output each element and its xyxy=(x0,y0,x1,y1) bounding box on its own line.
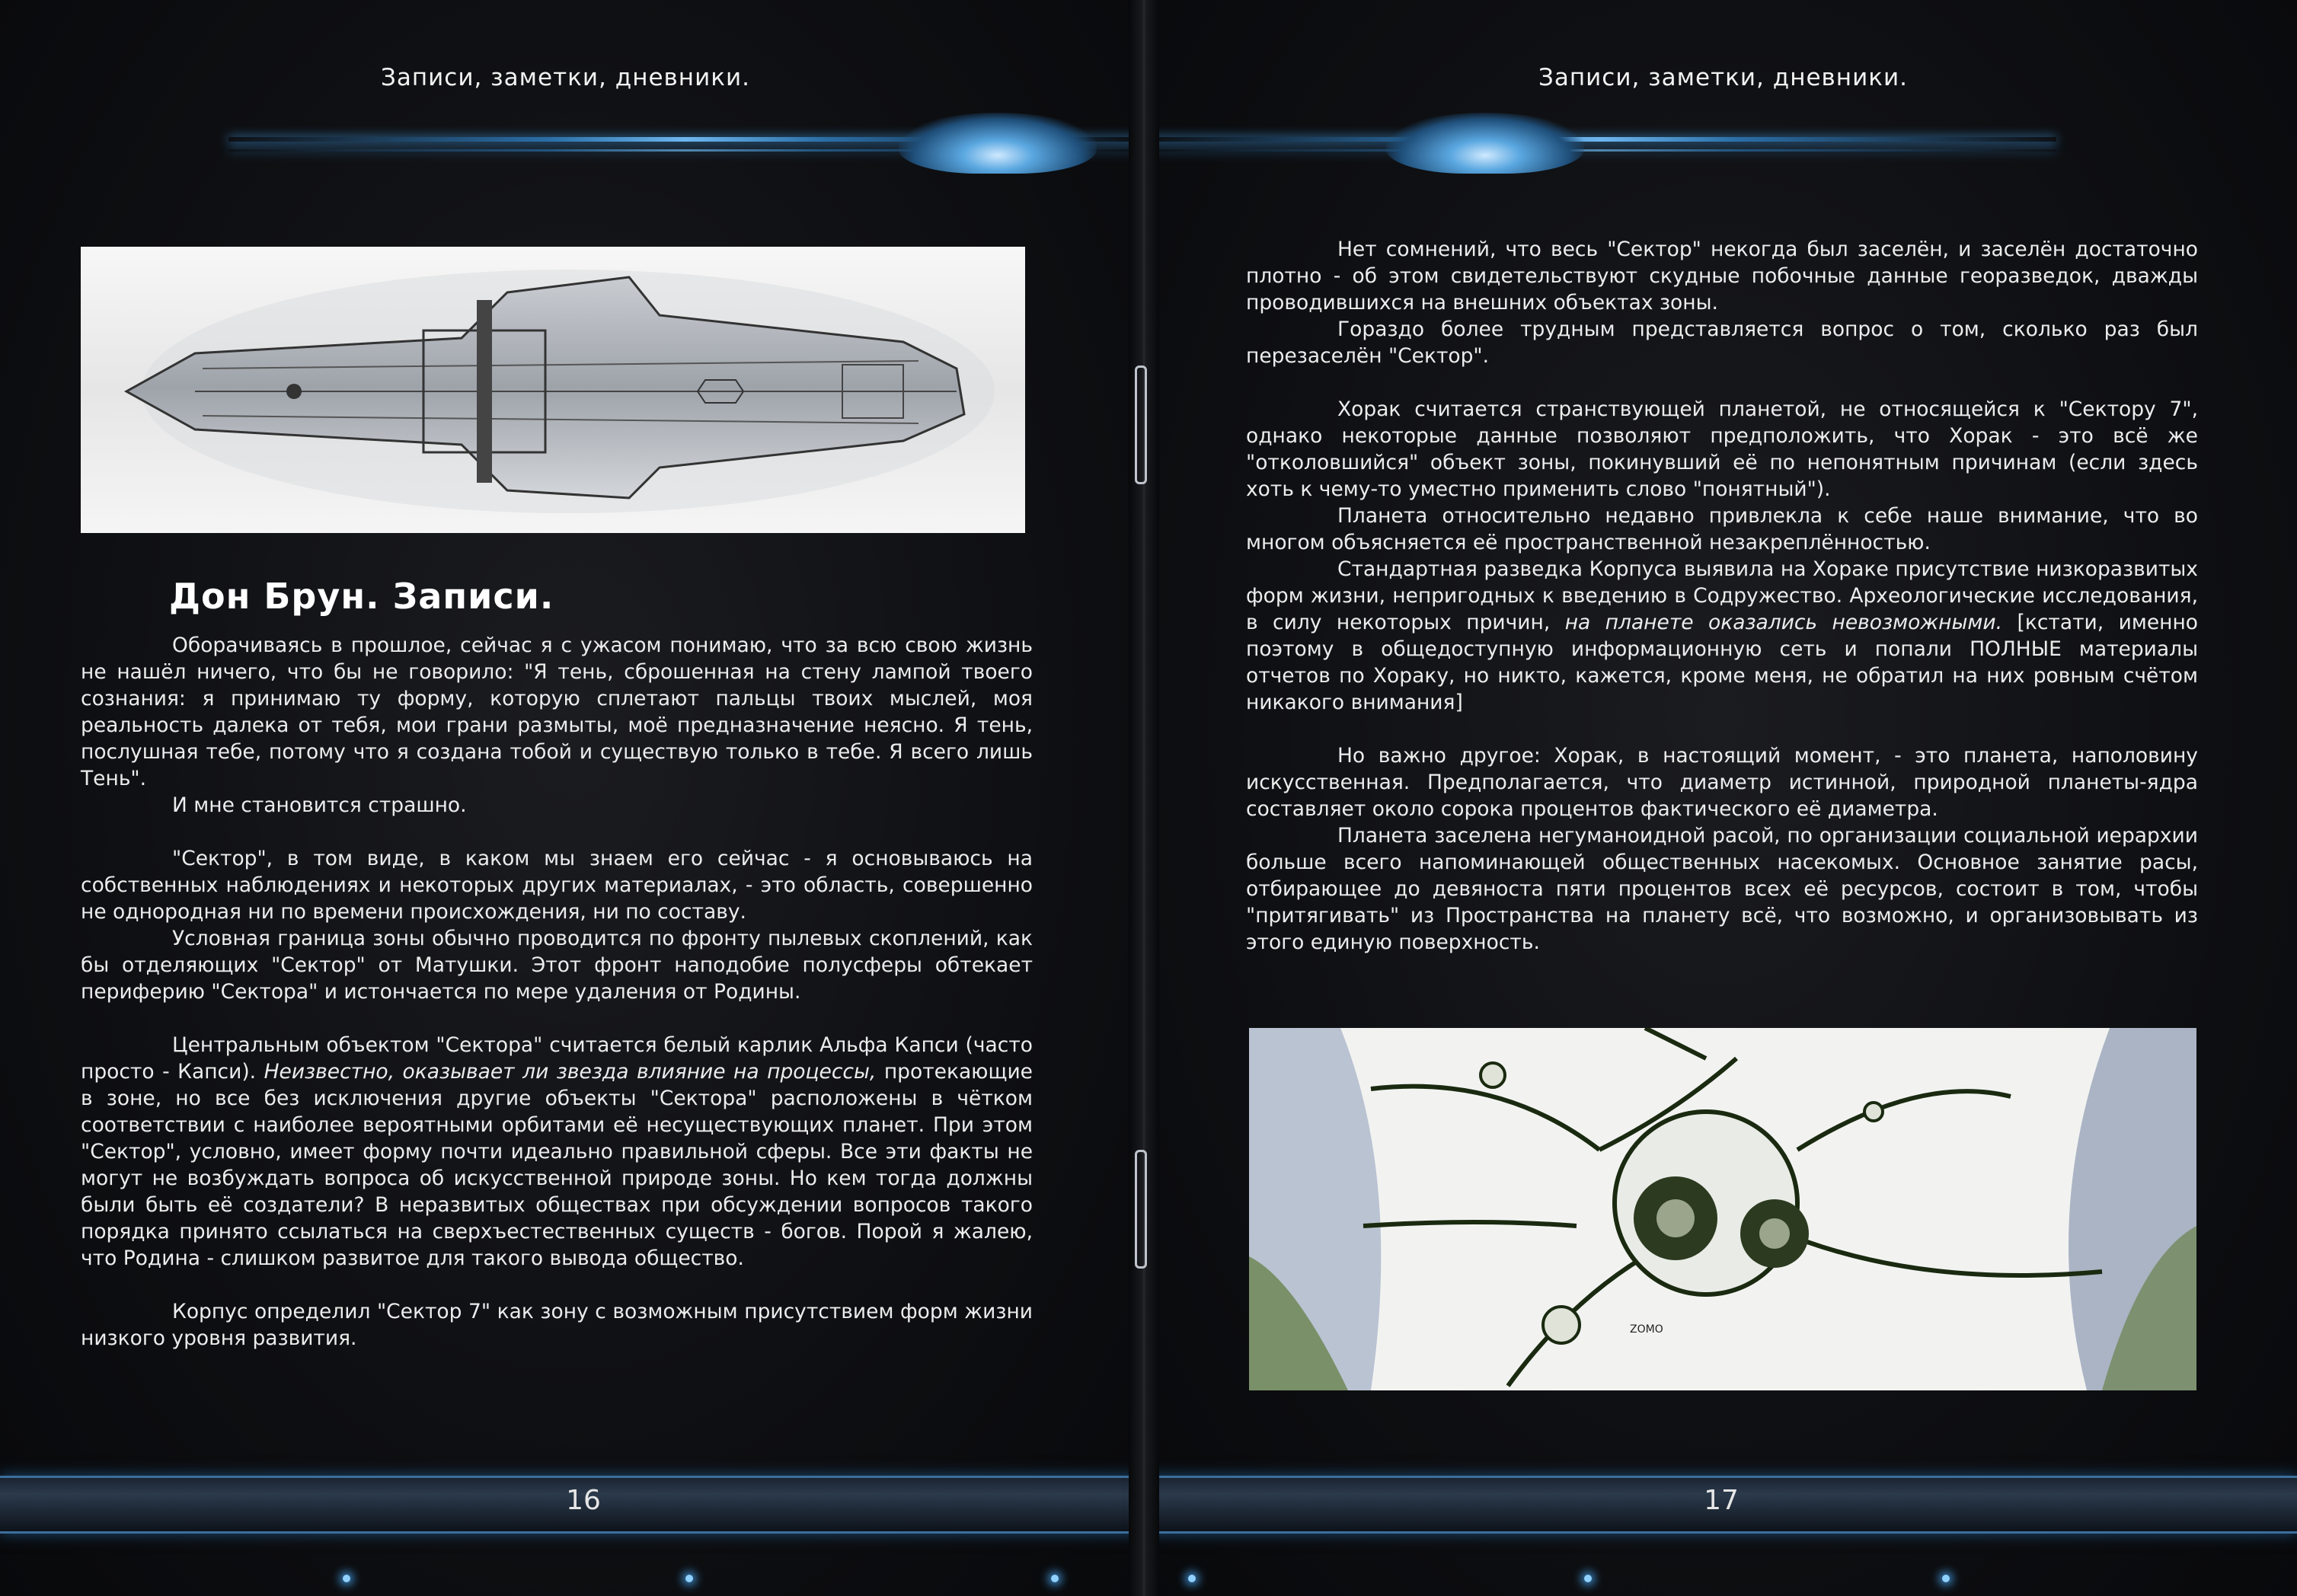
ship-sketch-image xyxy=(81,247,1025,533)
paragraph: Оборачиваясь в прошлое, сейчас я с ужасом понимаю, что за всю свою жизнь не нашёл ничего, что бы не говорило: "Я тень, сброшенная на стену лампой твоего сознания: я принимаю ту форму, которую сплетают пальцы твоих мыслей, моя реальность далека от тебя, мои грани размыты, моё предназначение неясно. Я тень, послушная тебе, потому что я создана тобой и существую только в тебе. Я всего лишь Тень". xyxy=(81,634,1033,790)
paragraph: Хорак считается странствующей планетой, не относящейся к "Сектору 7", однако некоторые данные позволяют предположить, что Хорак - это всё же "отколовшийся" объект зоны, покинувший её по непонятным причинам (если здесь хоть к чему-то уместно применить слово "понятный"). xyxy=(1246,397,2198,501)
ship-sketch-drawing xyxy=(81,247,1025,533)
left-page-header: Записи, заметки, дневники. xyxy=(381,64,750,91)
right-header-ornament xyxy=(1142,107,2056,183)
page-number-right: 17 xyxy=(1704,1485,1739,1516)
paragraph: И мне становится страшно. xyxy=(172,793,467,817)
paragraph: Корпус определил "Сектор 7" как зону с возможным присутствием форм жизни низкого уровня развития. xyxy=(81,1300,1033,1350)
paragraph: Гораздо более трудным представляется вопрос о том, сколько раз был перезаселён "Сектор". xyxy=(1246,318,2198,368)
left-page-text xyxy=(81,632,1033,1352)
staple xyxy=(1135,1150,1147,1269)
paragraph: "Сектор", в том виде, в каком мы знаем его сейчас - я основываюсь на собственных наблюдениях и некоторых других материалах, - это область, совершенно не однородная ни по времени происхождения, ни по составу. xyxy=(81,847,1033,924)
paragraph: Но важно другое: Хорак, в настоящий момент, - это планета, наполовину искусственная. Предполагается, что диаметр истинной, природной планеты-ядра составляет около сорока процентов фактического её диаметра. xyxy=(1246,744,2198,821)
book-spine xyxy=(1129,0,1159,1596)
paragraph: Планета заселена негуманоидной расой, по организации социальной иерархии больше всего напоминающей общественных насекомых. Основное занятие расы, отбирающее до девяноста пяти процентов всех её ресурсов, состоит в том, чтобы "притягивать" из Пространства на планету всё, что возможно, и организовывать из этого единую поверхность. xyxy=(1246,824,2198,954)
left-page-heading: Дон Брун. Записи. xyxy=(169,576,554,617)
left-header-ornament xyxy=(228,107,1142,183)
left-page xyxy=(0,0,1142,1596)
paragraph: Нет сомнений, что весь "Сектор" некогда был заселён, и заселён достаточно плотно - об этом свидетельствуют скудные побочные данные георазведок, дважды проводившихся на внешних объектах зоны. xyxy=(1246,238,2198,314)
creature-sketch-signature: ZOMO xyxy=(1630,1323,1663,1336)
paragraph: Условная граница зоны обычно проводится по фронту пылевых скоплений, как бы отделяющих "Сектор" от Матушки. Этот фронт наподобие полусферы обтекает периферию "Сектора" и истончается по мере удаления от Родины. xyxy=(81,927,1033,1004)
creature-sketch-drawing xyxy=(1249,1028,2196,1390)
paragraph: Центральным объектом "Сектора" считается белый карлик Альфа Капси (часто просто - Капси). Неизвестно, оказывает ли звезда влияние на процессы, протекающие в зоне, но все без исключения другие объекты "Сектора" расположены в чётком соответствии с наиболее вероятными орбитами её несуществующих планет. При этом "Сектор", условно, имеет форму почти идеально правильной сферы. Все эти факты не могут не возбуждать вопроса об искусственной природе зоны. Но кем тогда должны были быть её создатели? В неразвитых обществах при обсуждении вопросов такого порядка принято ссылаться на сверхъестественных существ - богов. Порой я жалею, что Родина - слишком развитое для такого вывода общество. xyxy=(81,1033,1033,1270)
right-page xyxy=(1142,0,2297,1596)
paragraph: Стандартная разведка Корпуса выявила на Хораке присутствие низкоразвитых форм жизни, непригодных к введению в Содружество. Археологические исследования, в силу некоторых причин, на планете оказались невозможными. [кстати, именно поэтому в общедоступную информационную сеть и попали ПОЛНЫЕ материалы отчетов по Хораку, но никто, кажется, кроме меня, не обратил на них ровным счётом никакого внимания] xyxy=(1246,557,2198,714)
staple xyxy=(1135,365,1147,484)
creature-sketch-image xyxy=(1249,1028,2196,1390)
right-page-text xyxy=(1246,236,2198,956)
paragraph: Планета относительно недавно привлекла к себе наше внимание, что во многом объясняется её пространственной незакреплённостью. xyxy=(1246,504,2198,554)
page-number-left: 16 xyxy=(566,1485,601,1516)
right-page-header: Записи, заметки, дневники. xyxy=(1538,64,1908,91)
